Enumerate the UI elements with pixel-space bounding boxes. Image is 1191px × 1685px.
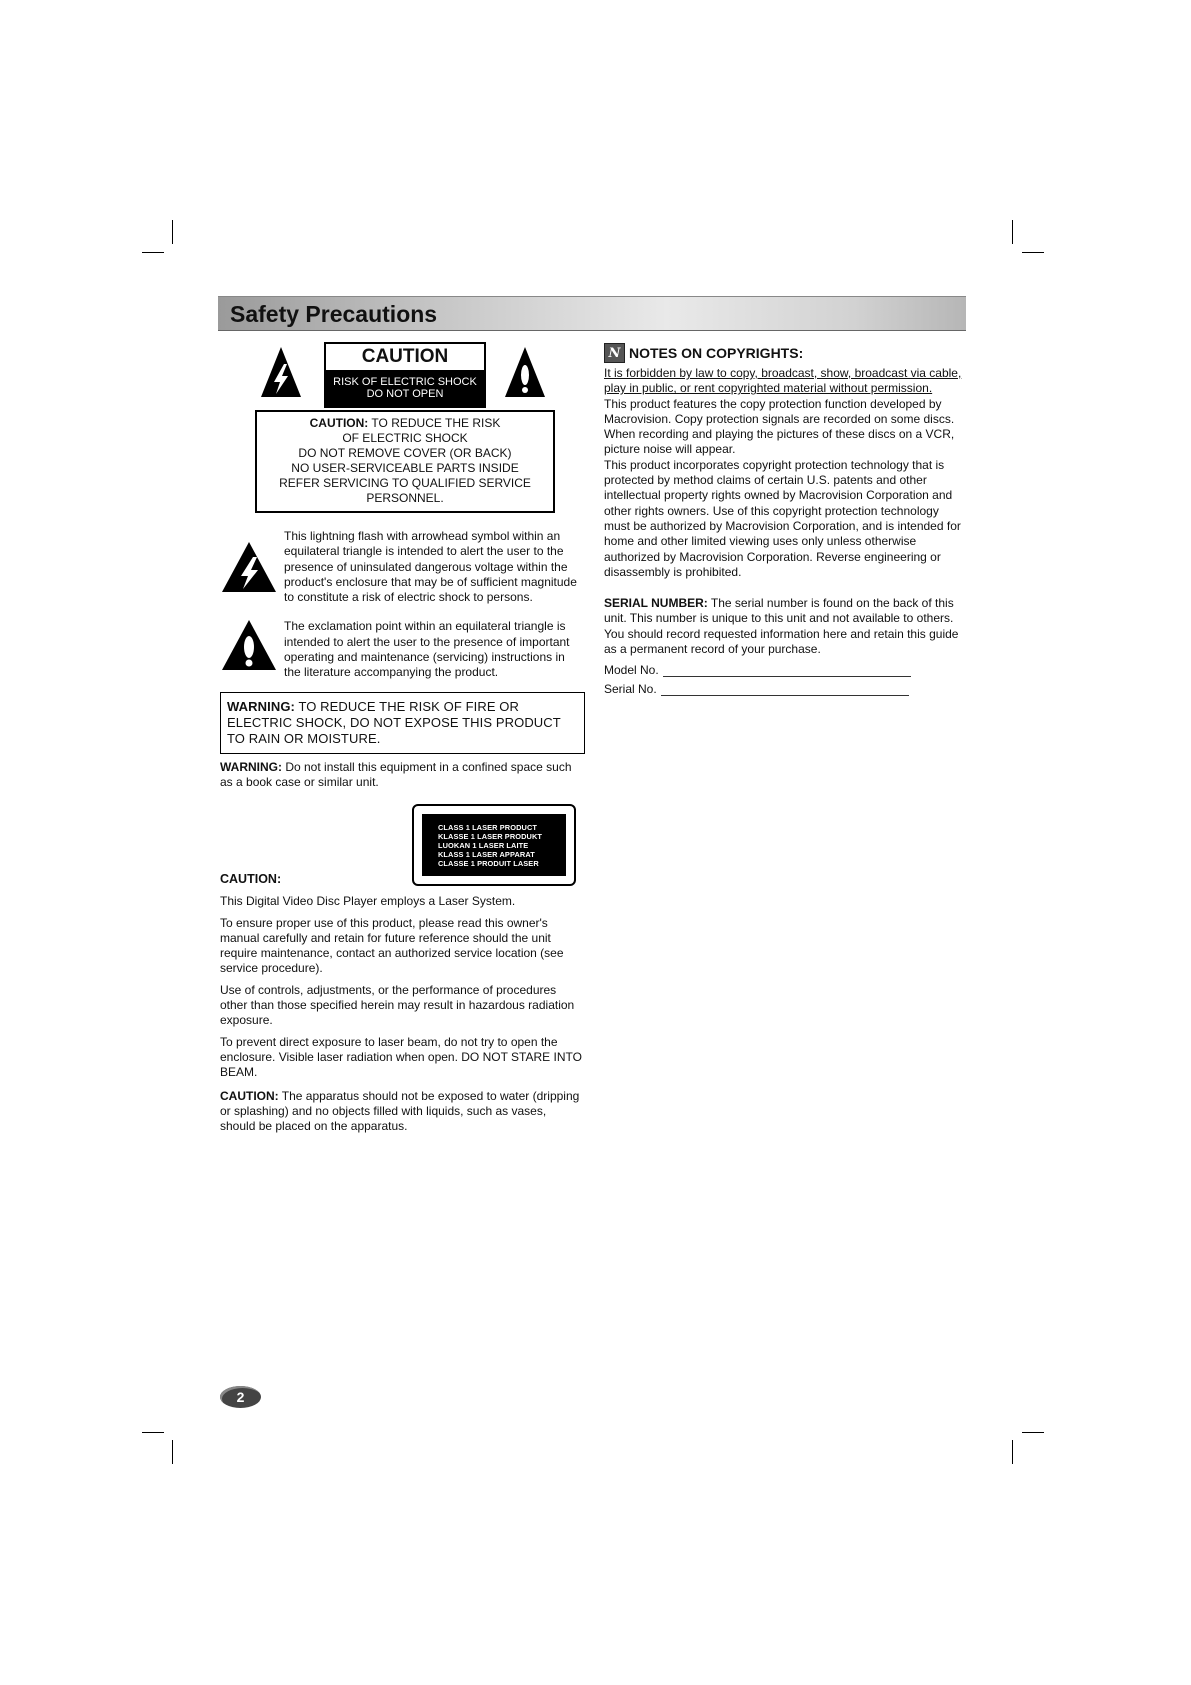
caution-paragraph: Use of controls, adjustments, or the performance of procedures other than those specified herein may result in hazardous radiation exposure. (220, 982, 575, 1028)
lightning-explanation-text: This lightning flash with arrowhead symbol within an equilateral triangle is intended to alert the user to the presence of uninsulated dangerous voltage within the product's enclosure that may be of sufficient magnitude to constitute a risk of electric shock to persons. (284, 529, 577, 605)
warning-label: WARNING: (220, 759, 282, 774)
caution-paragraph: To ensure proper use of this product, please read this owner's manual carefully and retain for future reference should the unit require maintenance, contact an authorized service location (see service procedure). (220, 915, 564, 976)
laser-label-line: KLASS 1 LASER APPARAT (438, 850, 535, 860)
exclamation-explanation-text: The exclamation point within an equilateral triangle is intended to alert the user to the presence of important operating and maintenance (servicing) instructions in the literature accompanying the product. (284, 619, 570, 680)
serial-number-paragraph (604, 596, 966, 657)
model-number-label: Model No. (604, 663, 659, 678)
crop-mark (142, 252, 164, 253)
laser-label-line: CLASSE 1 PRODUIT LASER (438, 859, 539, 869)
caution-notice-line: OF ELECTRIC SHOCK (342, 431, 468, 445)
serial-number-text: The serial number is found on the back of this unit. This number is unique to this unit and not available to others. You should record requested information here and retain this guide as a permanent record of your purchase. (604, 596, 959, 657)
caution-sticker-line1: RISK OF ELECTRIC SHOCK (333, 376, 477, 388)
laser-label-line: LUOKAN 1 LASER LAITE (438, 841, 529, 851)
caution-notice-line: DO NOT REMOVE COVER (OR BACK) (298, 446, 512, 460)
notes-icon: N (604, 343, 625, 363)
caution-notice-line: NO USER-SERVICEABLE PARTS INSIDE (291, 461, 519, 475)
caution-paragraph: This Digital Video Disc Player employs a Laser System. (220, 894, 516, 909)
warning-install-paragraph (220, 760, 584, 791)
laser-class-label (412, 804, 576, 886)
notes-heading-text: NOTES ON COPYRIGHTS: (629, 345, 804, 361)
caution-notice-line: TO REDUCE THE RISK (368, 416, 501, 430)
copyright-paragraph: This product incorporates copyright protection technology that is protected by method claims of certain U.S. patents and other intellectual property rights owned by Macrovision Corporation and other rights owners. Use of this copyright protection technology must be authorized by Macrovision Corporation, and is intended for home and other limited viewing uses only unless otherwise authorized by Macrovision Corporation. Reverse engineering or disassembly is prohibited. (604, 457, 961, 579)
page-title: Safety Precautions (230, 301, 438, 327)
lightning-symbol-explanation (220, 529, 584, 605)
caution-heading: CAUTION: (220, 872, 282, 887)
exclamation-warning-icon (221, 619, 277, 671)
left-column (220, 340, 584, 1134)
crop-mark (1012, 220, 1013, 244)
caution-sticker-subtitle (326, 372, 484, 406)
crop-mark (1022, 1432, 1044, 1433)
exclamation-warning-icon (504, 346, 546, 398)
model-number-field[interactable] (663, 675, 911, 677)
laser-label-line: KLASSE 1 LASER PRODUKT (438, 832, 543, 842)
serial-number-field-label: Serial No. (604, 682, 657, 697)
caution-label-row (220, 340, 584, 404)
notes-heading (604, 343, 966, 363)
crop-mark (172, 220, 173, 244)
caution-water-paragraph (220, 1089, 584, 1135)
lightning-warning-icon (221, 541, 277, 593)
caution-sticker (324, 342, 486, 408)
caution-sticker-line2: DO NOT OPEN (366, 388, 444, 400)
laser-label-area (220, 804, 584, 886)
warning-box (220, 692, 585, 754)
caution-notice-line: PERSONNEL. (366, 491, 444, 505)
copyright-paragraph: This product features the copy protection function developed by Macrovision. Copy protection signals are recorded on some discs. When recording and playing the pictures of these discs on a VCR, picture noise will appear. (604, 396, 955, 457)
caution-sticker-title: CAUTION (326, 344, 484, 372)
page-number-badge: 2 (220, 1386, 261, 1408)
serial-number-row (604, 682, 966, 696)
crop-mark (142, 1432, 164, 1433)
copyright-forbidden-text: It is forbidden by law to copy, broadcast, show, broadcast via cable, play in public, or rent copyrighted material without permission. (604, 366, 962, 396)
crop-mark (172, 1440, 173, 1464)
right-column (604, 343, 966, 696)
caution-notice-line: REFER SERVICING TO QUALIFIED SERVICE (279, 476, 531, 490)
model-number-row (604, 663, 966, 677)
caution-notice-label: CAUTION: (309, 416, 369, 430)
caution-notice-box (255, 410, 555, 513)
warning-install-text: Do not install this equipment in a confined space such as a book case or similar unit. (220, 759, 572, 789)
exclamation-symbol-explanation (220, 619, 584, 680)
serial-number-field[interactable] (661, 694, 909, 696)
warning-label: WARNING: (227, 698, 295, 714)
lightning-warning-icon (260, 346, 302, 398)
crop-mark (1012, 1440, 1013, 1464)
serial-number-label: SERIAL NUMBER: (604, 596, 708, 611)
warning-text: TO REDUCE THE RISK OF FIRE OR ELECTRIC SHOCK, DO NOT EXPOSE THIS PRODUCT TO RAIN OR MOISTURE. (227, 698, 561, 746)
laser-label-line: CLASS 1 LASER PRODUCT (438, 823, 538, 833)
caution-label: CAUTION: (220, 1088, 279, 1103)
section-header (218, 296, 966, 331)
caution-water-text: The apparatus should not be exposed to water (dripping or splashing) and no objects filled with liquids, such as vases, should be placed on the apparatus. (220, 1088, 580, 1134)
caution-paragraph: To prevent direct exposure to laser beam, do not try to open the enclosure. Visible laser radiation when open. DO NOT STARE INTO BEAM. (220, 1034, 582, 1080)
laser-class-label-inner (422, 814, 566, 876)
crop-mark (1022, 252, 1044, 253)
